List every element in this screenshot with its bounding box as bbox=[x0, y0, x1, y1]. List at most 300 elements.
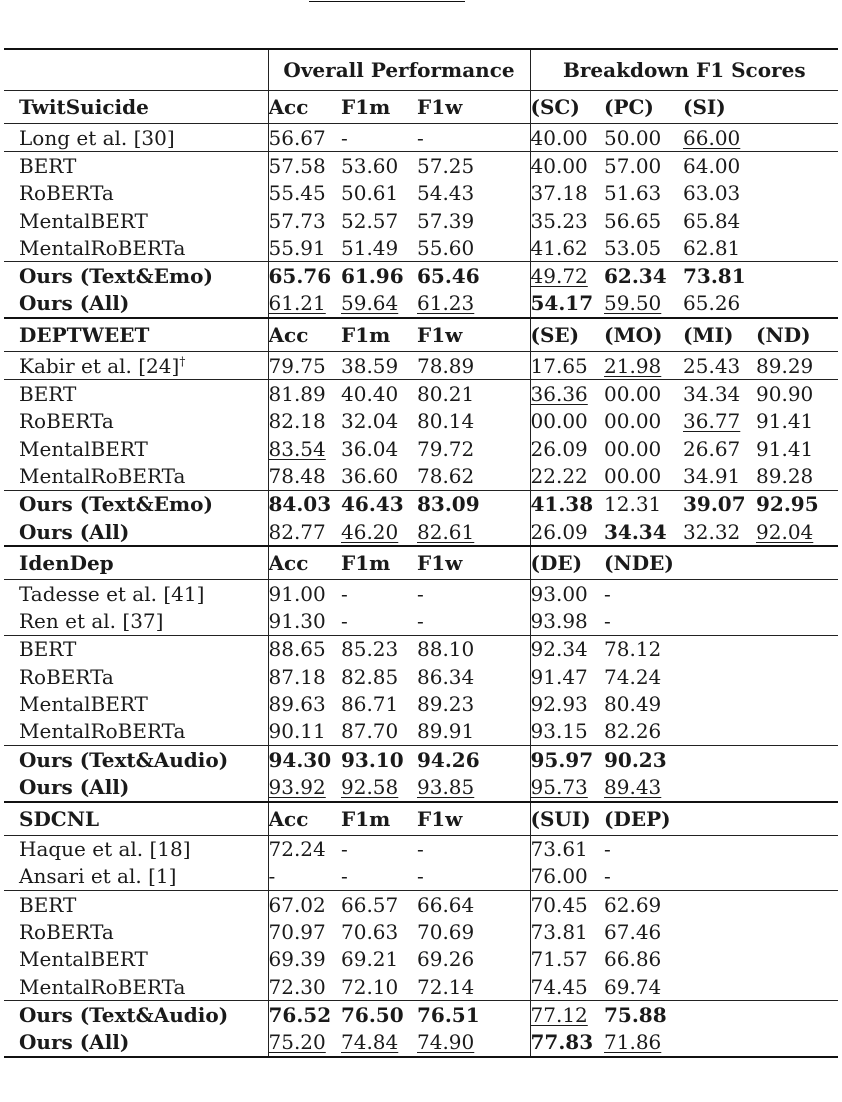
class-score bbox=[756, 863, 838, 891]
class-header bbox=[604, 91, 683, 124]
class-score-text: 57.00 bbox=[604, 153, 662, 178]
section-header-row bbox=[4, 802, 838, 836]
metric-header bbox=[341, 802, 417, 836]
class-score bbox=[530, 607, 604, 635]
metric-value bbox=[268, 663, 341, 690]
metric-value-text: 46.20 bbox=[341, 519, 399, 544]
class-score bbox=[604, 946, 683, 973]
class-score bbox=[604, 1001, 683, 1029]
class-score-text: 71.57 bbox=[530, 947, 588, 972]
metric-header-text: Acc bbox=[268, 551, 309, 576]
class-score-text: 41.62 bbox=[530, 235, 588, 260]
model-name-text: Ours (All) bbox=[19, 1030, 130, 1055]
metric-value bbox=[417, 124, 530, 152]
table-row bbox=[4, 718, 838, 746]
class-score-text: 36.77 bbox=[683, 409, 741, 434]
metric-header-text: Acc bbox=[268, 806, 309, 831]
metric-value bbox=[417, 946, 530, 973]
metric-value-text: 32.04 bbox=[341, 409, 399, 434]
metric-value-text: 93.85 bbox=[417, 774, 475, 799]
class-score bbox=[683, 262, 756, 290]
metric-value-text: 88.65 bbox=[268, 637, 326, 662]
metric-value-text: - bbox=[417, 609, 424, 634]
metric-value bbox=[417, 518, 530, 546]
metric-header bbox=[417, 318, 530, 352]
metric-value bbox=[268, 918, 341, 945]
model-name-text: MentalRoBERTa bbox=[19, 719, 186, 744]
metric-value bbox=[268, 462, 341, 490]
class-score bbox=[530, 290, 604, 318]
class-score-text: 82.26 bbox=[604, 719, 662, 744]
class-score-text: 73.81 bbox=[683, 264, 746, 289]
metric-value bbox=[268, 973, 341, 1001]
class-score bbox=[683, 518, 756, 546]
dataset-name-text: TwitSuicide bbox=[19, 95, 149, 119]
metric-value bbox=[341, 352, 417, 380]
model-name-text: Ours (Text&Audio) bbox=[19, 747, 229, 772]
metric-value bbox=[417, 152, 530, 180]
metric-value bbox=[268, 380, 341, 408]
class-score bbox=[530, 124, 604, 152]
metric-value bbox=[268, 435, 341, 462]
class-header bbox=[756, 546, 838, 580]
model-name-text: Ansari et al. [1] bbox=[19, 864, 177, 889]
class-score-text: 26.09 bbox=[530, 436, 588, 461]
table-row bbox=[4, 745, 838, 773]
metric-value-text: 93.10 bbox=[341, 747, 404, 772]
metric-value bbox=[341, 835, 417, 863]
metric-value bbox=[268, 835, 341, 863]
model-name-text: Ours (All) bbox=[19, 519, 130, 544]
class-score bbox=[683, 490, 756, 518]
table-row bbox=[4, 663, 838, 690]
metric-value bbox=[417, 773, 530, 801]
metric-value bbox=[268, 1001, 341, 1029]
class-header bbox=[604, 802, 683, 836]
metric-value bbox=[268, 352, 341, 380]
metric-value-text: 61.23 bbox=[417, 291, 475, 316]
class-score bbox=[530, 973, 604, 1001]
model-name-text: MentalRoBERTa bbox=[19, 463, 186, 488]
class-score bbox=[683, 663, 756, 690]
metric-value-text: 86.34 bbox=[417, 664, 475, 689]
metric-value bbox=[417, 863, 530, 891]
class-score bbox=[530, 462, 604, 490]
class-score bbox=[604, 745, 683, 773]
class-score bbox=[530, 152, 604, 180]
metric-value-text: 55.45 bbox=[268, 181, 326, 206]
metric-value bbox=[341, 718, 417, 746]
class-score-text: 91.41 bbox=[756, 409, 814, 434]
class-score bbox=[756, 773, 838, 801]
metric-value-text: 72.14 bbox=[417, 974, 475, 999]
metric-value bbox=[268, 152, 341, 180]
metric-value bbox=[341, 262, 417, 290]
table-row bbox=[4, 380, 838, 408]
class-header bbox=[756, 91, 838, 124]
class-score-text: 92.93 bbox=[530, 691, 588, 716]
class-score bbox=[683, 234, 756, 262]
class-score-text: 34.91 bbox=[683, 463, 741, 488]
table-row bbox=[4, 946, 838, 973]
metric-value-text: 57.73 bbox=[268, 208, 326, 233]
metric-value bbox=[268, 773, 341, 801]
metric-value-text: 90.11 bbox=[268, 719, 326, 744]
class-score bbox=[756, 690, 838, 717]
class-score-text: 74.24 bbox=[604, 664, 662, 689]
class-score-text: 71.86 bbox=[604, 1030, 662, 1055]
class-score bbox=[756, 518, 838, 546]
metric-value-text: 51.49 bbox=[341, 235, 399, 260]
class-score bbox=[756, 490, 838, 518]
metric-value bbox=[268, 262, 341, 290]
class-header-text: (DEP) bbox=[604, 806, 671, 831]
metric-value-text: 84.03 bbox=[268, 492, 332, 517]
model-name bbox=[4, 490, 268, 518]
model-name-text: Ours (Text&Audio) bbox=[19, 1002, 229, 1027]
model-name bbox=[4, 663, 268, 690]
class-score bbox=[530, 380, 604, 408]
table-row bbox=[4, 124, 838, 152]
class-score-text: 26.09 bbox=[530, 519, 588, 544]
metric-value-text: 50.61 bbox=[341, 181, 399, 206]
metric-value bbox=[417, 1029, 530, 1057]
class-score bbox=[530, 946, 604, 973]
class-score-text: 77.12 bbox=[530, 1002, 588, 1027]
dataset-name bbox=[4, 802, 268, 836]
metric-value bbox=[417, 891, 530, 919]
metric-value bbox=[341, 773, 417, 801]
class-score-text: 77.83 bbox=[530, 1030, 594, 1055]
metric-value-text: 70.69 bbox=[417, 920, 475, 945]
metric-value-text: 70.97 bbox=[268, 920, 326, 945]
model-name-text: Haque et al. [18] bbox=[19, 837, 191, 862]
metric-value bbox=[341, 1001, 417, 1029]
class-score bbox=[756, 152, 838, 180]
metric-header-text: F1w bbox=[417, 95, 463, 119]
metric-value-text: - bbox=[341, 609, 348, 634]
metric-value-text: 69.39 bbox=[268, 947, 326, 972]
class-score-text: 00.00 bbox=[604, 382, 662, 407]
model-name-text: Ours (Text&Emo) bbox=[19, 492, 213, 517]
class-score bbox=[530, 408, 604, 435]
class-score bbox=[683, 946, 756, 973]
class-score-text: 40.00 bbox=[530, 125, 588, 150]
table-row bbox=[4, 1029, 838, 1057]
metric-value-text: - bbox=[268, 864, 276, 889]
metric-value bbox=[417, 352, 530, 380]
class-score bbox=[530, 580, 604, 608]
class-score-text: 93.00 bbox=[530, 581, 588, 606]
class-score bbox=[756, 207, 838, 234]
metric-value-text: 78.62 bbox=[417, 463, 475, 488]
class-header-text: (MI) bbox=[683, 323, 734, 348]
class-score-text: 93.98 bbox=[530, 609, 588, 634]
metric-value-text: 89.63 bbox=[268, 691, 326, 716]
model-name bbox=[4, 152, 268, 180]
metric-value bbox=[341, 635, 417, 663]
metric-value bbox=[341, 290, 417, 318]
class-score bbox=[530, 635, 604, 663]
class-score bbox=[604, 290, 683, 318]
class-score bbox=[683, 918, 756, 945]
model-name bbox=[4, 918, 268, 945]
metric-value-text: 82.18 bbox=[268, 409, 326, 434]
model-name-text: BERT bbox=[19, 153, 77, 178]
model-name bbox=[4, 718, 268, 746]
metric-value-text: - bbox=[417, 581, 424, 606]
metric-value-text: - bbox=[417, 864, 424, 889]
metric-value bbox=[417, 207, 530, 234]
class-score bbox=[530, 262, 604, 290]
class-score-text: 21.98 bbox=[604, 353, 662, 378]
metric-value-text: 91.30 bbox=[268, 609, 326, 634]
class-score bbox=[756, 1001, 838, 1029]
metric-value bbox=[268, 718, 341, 746]
metric-value bbox=[417, 490, 530, 518]
table-row bbox=[4, 863, 838, 891]
class-score bbox=[604, 262, 683, 290]
class-score bbox=[756, 607, 838, 635]
class-score bbox=[683, 863, 756, 891]
table-row bbox=[4, 207, 838, 234]
class-score bbox=[530, 435, 604, 462]
class-score-text: - bbox=[604, 581, 611, 606]
table-row bbox=[4, 352, 838, 380]
class-score-text: 73.81 bbox=[530, 920, 588, 945]
group-header-row bbox=[4, 49, 838, 91]
class-score bbox=[756, 891, 838, 919]
model-name bbox=[4, 462, 268, 490]
model-name-text: BERT bbox=[19, 382, 77, 407]
metric-value-text: 82.85 bbox=[341, 664, 399, 689]
metric-value bbox=[341, 435, 417, 462]
class-score bbox=[604, 607, 683, 635]
class-score bbox=[604, 462, 683, 490]
class-score bbox=[683, 718, 756, 746]
metric-value-text: 86.71 bbox=[341, 691, 399, 716]
metric-value bbox=[417, 234, 530, 262]
metric-value-text: - bbox=[417, 125, 424, 150]
class-header bbox=[530, 546, 604, 580]
dataset-name-text: SDCNL bbox=[19, 806, 100, 831]
class-header-text: (PC) bbox=[604, 95, 654, 119]
class-score bbox=[756, 745, 838, 773]
table-row bbox=[4, 408, 838, 435]
metric-value-text: 93.92 bbox=[268, 774, 326, 799]
class-score bbox=[756, 1029, 838, 1057]
metric-value bbox=[417, 718, 530, 746]
model-name-text: MentalRoBERTa bbox=[19, 974, 186, 999]
class-score-text: 26.67 bbox=[683, 436, 741, 461]
metric-value bbox=[341, 891, 417, 919]
metric-value-text: - bbox=[341, 864, 348, 889]
dagger-mark: † bbox=[179, 354, 186, 369]
class-score bbox=[604, 690, 683, 717]
class-score-text: 65.84 bbox=[683, 208, 741, 233]
metric-value-text: 76.51 bbox=[417, 1002, 480, 1027]
model-name bbox=[4, 690, 268, 717]
class-score bbox=[604, 352, 683, 380]
metric-value-text: - bbox=[341, 837, 348, 862]
metric-value-text: 74.90 bbox=[417, 1030, 475, 1055]
metric-header bbox=[268, 318, 341, 352]
class-score bbox=[683, 607, 756, 635]
class-score-text: 50.00 bbox=[604, 125, 662, 150]
model-name bbox=[4, 180, 268, 207]
class-score-text: 40.00 bbox=[530, 153, 588, 178]
class-score-text: - bbox=[604, 609, 611, 634]
class-score-text: 92.04 bbox=[756, 519, 814, 544]
metric-value-text: 69.26 bbox=[417, 947, 475, 972]
class-header bbox=[756, 318, 838, 352]
class-score-text: 37.18 bbox=[530, 181, 588, 206]
class-score-text: 95.97 bbox=[530, 747, 594, 772]
table-row bbox=[4, 690, 838, 717]
metric-value bbox=[341, 234, 417, 262]
metric-value-text: 92.58 bbox=[341, 774, 399, 799]
class-score bbox=[530, 234, 604, 262]
metric-value bbox=[341, 380, 417, 408]
class-score bbox=[683, 290, 756, 318]
class-score bbox=[530, 745, 604, 773]
model-name bbox=[4, 518, 268, 546]
metric-value bbox=[341, 180, 417, 207]
class-score bbox=[683, 408, 756, 435]
model-name-text: Ours (All) bbox=[19, 291, 130, 316]
metric-value bbox=[417, 607, 530, 635]
model-name bbox=[4, 435, 268, 462]
table-row bbox=[4, 518, 838, 546]
class-header bbox=[683, 802, 756, 836]
metric-value-text: 55.91 bbox=[268, 235, 326, 260]
metric-value bbox=[268, 690, 341, 717]
metric-value bbox=[341, 745, 417, 773]
class-score-text: 25.43 bbox=[683, 353, 741, 378]
class-score bbox=[604, 635, 683, 663]
class-score-text: 51.63 bbox=[604, 181, 662, 206]
class-score-text: 67.46 bbox=[604, 920, 662, 945]
class-score bbox=[530, 663, 604, 690]
metric-header-text: F1m bbox=[341, 95, 391, 119]
class-score-text: 75.88 bbox=[604, 1002, 667, 1027]
section-header-row bbox=[4, 318, 838, 352]
class-score-text: 34.34 bbox=[683, 382, 741, 407]
model-name-text: MentalBERT bbox=[19, 436, 148, 461]
class-score bbox=[756, 918, 838, 945]
model-name bbox=[4, 773, 268, 801]
metric-value-text: 65.46 bbox=[417, 264, 480, 289]
metric-header bbox=[268, 546, 341, 580]
section-header-row bbox=[4, 91, 838, 124]
class-score-text: 17.65 bbox=[530, 353, 588, 378]
dataset-name bbox=[4, 91, 268, 124]
metric-value-text: 57.25 bbox=[417, 153, 475, 178]
class-score-text: 39.07 bbox=[683, 492, 746, 517]
class-score bbox=[683, 690, 756, 717]
class-score bbox=[530, 1001, 604, 1029]
metric-value bbox=[268, 518, 341, 546]
class-header-text: (SI) bbox=[683, 95, 726, 119]
metric-value-text: 61.21 bbox=[268, 291, 326, 316]
metric-value bbox=[417, 580, 530, 608]
metric-value bbox=[268, 635, 341, 663]
class-score bbox=[530, 835, 604, 863]
class-score bbox=[604, 663, 683, 690]
class-score bbox=[530, 490, 604, 518]
class-score bbox=[756, 180, 838, 207]
metric-value-text: 54.43 bbox=[417, 181, 475, 206]
overall-performance-header: Overall Performance bbox=[268, 49, 530, 91]
metric-value-text: 79.75 bbox=[268, 353, 326, 378]
model-name-text: Long et al. [30] bbox=[19, 125, 175, 150]
metric-value bbox=[268, 180, 341, 207]
class-score-text: 00.00 bbox=[604, 436, 662, 461]
model-name bbox=[4, 973, 268, 1001]
metric-value bbox=[417, 1001, 530, 1029]
class-score-text: 89.28 bbox=[756, 463, 814, 488]
class-score bbox=[756, 124, 838, 152]
class-score-text: 64.00 bbox=[683, 153, 741, 178]
class-score bbox=[604, 718, 683, 746]
class-score-text: 66.00 bbox=[683, 125, 741, 150]
metric-value-text: 94.30 bbox=[268, 747, 332, 772]
class-score bbox=[604, 580, 683, 608]
model-name bbox=[4, 946, 268, 973]
model-name bbox=[4, 234, 268, 262]
class-score bbox=[756, 973, 838, 1001]
model-name bbox=[4, 1029, 268, 1057]
metric-value-text: 82.61 bbox=[417, 519, 475, 544]
class-score bbox=[756, 435, 838, 462]
class-score bbox=[604, 773, 683, 801]
class-header-text: (SC) bbox=[530, 95, 580, 119]
metric-value bbox=[268, 490, 341, 518]
metric-value-text: 72.10 bbox=[341, 974, 399, 999]
class-score-text: - bbox=[604, 864, 611, 889]
class-header bbox=[683, 546, 756, 580]
class-score-text: 78.12 bbox=[604, 637, 662, 662]
table-row bbox=[4, 152, 838, 180]
table-row bbox=[4, 835, 838, 863]
class-score bbox=[604, 863, 683, 891]
class-score-text: 90.90 bbox=[756, 382, 814, 407]
table-row bbox=[4, 607, 838, 635]
metric-value bbox=[341, 690, 417, 717]
metric-value-text: 87.70 bbox=[341, 719, 399, 744]
breakdown-f1-header: Breakdown F1 Scores bbox=[530, 49, 838, 91]
class-score bbox=[604, 380, 683, 408]
class-score bbox=[683, 462, 756, 490]
metric-value-text: 66.64 bbox=[417, 892, 475, 917]
metric-value bbox=[268, 863, 341, 891]
class-score bbox=[756, 462, 838, 490]
metric-value-text: 69.21 bbox=[341, 947, 399, 972]
model-name bbox=[4, 891, 268, 919]
model-name bbox=[4, 607, 268, 635]
metric-value bbox=[417, 918, 530, 945]
class-header bbox=[604, 546, 683, 580]
class-score bbox=[683, 207, 756, 234]
class-score-text: - bbox=[604, 837, 611, 862]
metric-header bbox=[341, 318, 417, 352]
model-name-text: RoBERTa bbox=[19, 181, 114, 206]
class-score-text: 80.49 bbox=[604, 691, 662, 716]
class-score bbox=[756, 290, 838, 318]
model-name bbox=[4, 124, 268, 152]
metric-header bbox=[417, 546, 530, 580]
metric-value-text: 83.09 bbox=[417, 492, 480, 517]
